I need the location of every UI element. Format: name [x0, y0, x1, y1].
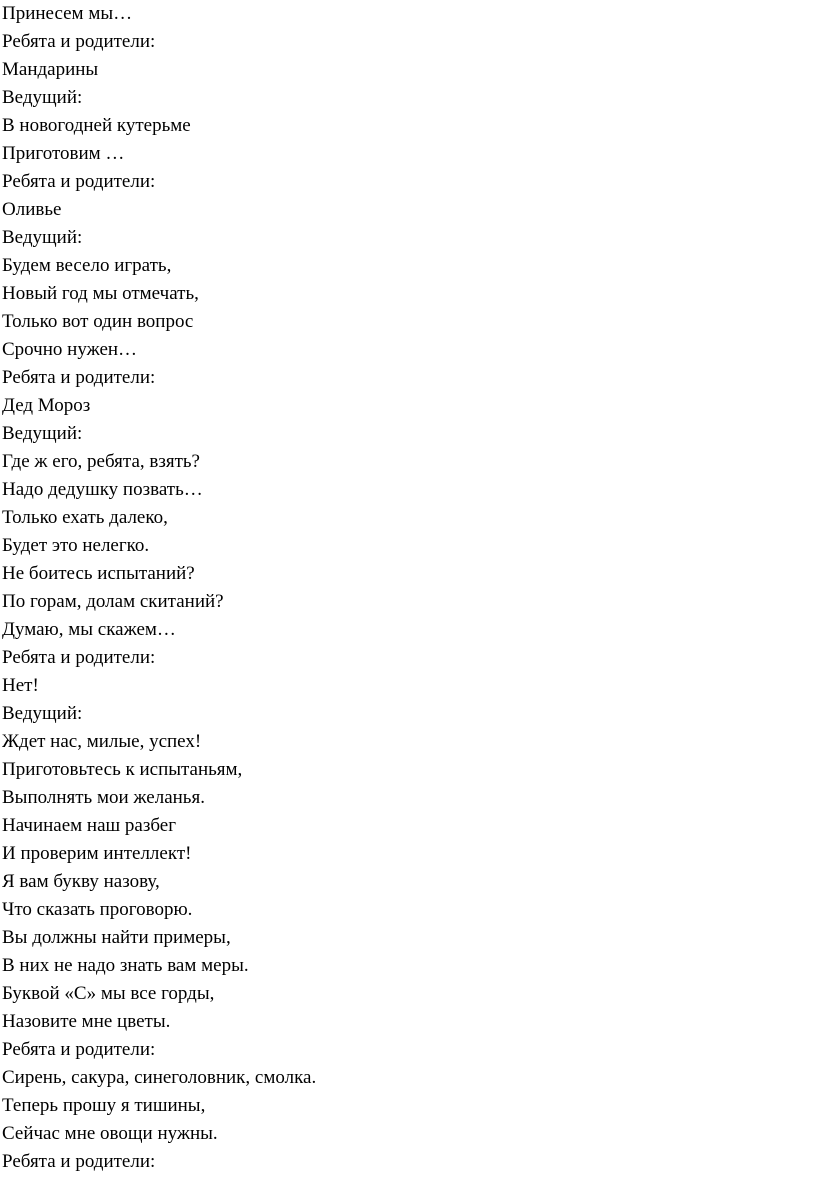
text-line: Сирень, сакура, синеголовник, смолка. [2, 1067, 317, 1088]
text-line: Ребята и родители: [2, 367, 156, 388]
text-line: Ребята и родители: [2, 1039, 156, 1060]
script-text [2, 0, 802, 1176]
text-line: Не боитесь испытаний? [2, 563, 195, 584]
text-line: Я вам букву назову, [2, 871, 160, 892]
text-line: Ждет нас, милые, успех! [2, 731, 202, 752]
text-line: Срочно нужен… [2, 339, 138, 360]
text-line: В новогодней кутерьме [2, 115, 191, 136]
text-line: Думаю, мы скажем… [2, 619, 176, 640]
text-line: Назовите мне цветы. [2, 1011, 171, 1032]
text-line: Ребята и родители: [2, 31, 156, 52]
text-line: Ведущий: [2, 703, 83, 724]
text-line: Теперь прошу я тишины, [2, 1095, 206, 1116]
text-line: Вы должны найти примеры, [2, 927, 231, 948]
text-line: Ребята и родители: [2, 171, 156, 192]
text-line: Нет! [2, 675, 39, 696]
text-line: Мандарины [2, 59, 99, 80]
text-line: Надо дедушку позвать… [2, 479, 203, 500]
text-line: Дед Мороз [2, 395, 91, 416]
text-line: Новый год мы отмечать, [2, 283, 199, 304]
text-line: Буквой «С» мы все горды, [2, 983, 215, 1004]
text-line: Ребята и родители: [2, 1151, 156, 1172]
text-line: Только ехать далеко, [2, 507, 168, 528]
text-line: Принесем мы… [2, 3, 133, 24]
text-line: Начинаем наш разбег [2, 815, 176, 836]
text-line: Ведущий: [2, 227, 83, 248]
text-line: Ребята и родители: [2, 647, 156, 668]
text-line: Где ж его, ребята, взять? [2, 451, 200, 472]
text-line: Сейчас мне овощи нужны. [2, 1123, 218, 1144]
text-line: И проверим интеллект! [2, 843, 192, 864]
text-line: Выполнять мои желанья. [2, 787, 205, 808]
text-line: Только вот один вопрос [2, 311, 194, 332]
text-line: По горам, долам скитаний? [2, 591, 224, 612]
text-line: В них не надо знать вам меры. [2, 955, 249, 976]
text-line: Будем весело играть, [2, 255, 172, 276]
text-line: Что сказать проговорю. [2, 899, 193, 920]
text-line: Ведущий: [2, 423, 83, 444]
text-line: Будет это нелегко. [2, 535, 150, 556]
text-line: Ведущий: [2, 87, 83, 108]
text-line: Приготовим … [2, 143, 125, 164]
text-line: Приготовьтесь к испытаньям, [2, 759, 243, 780]
text-line: Оливье [2, 199, 62, 220]
